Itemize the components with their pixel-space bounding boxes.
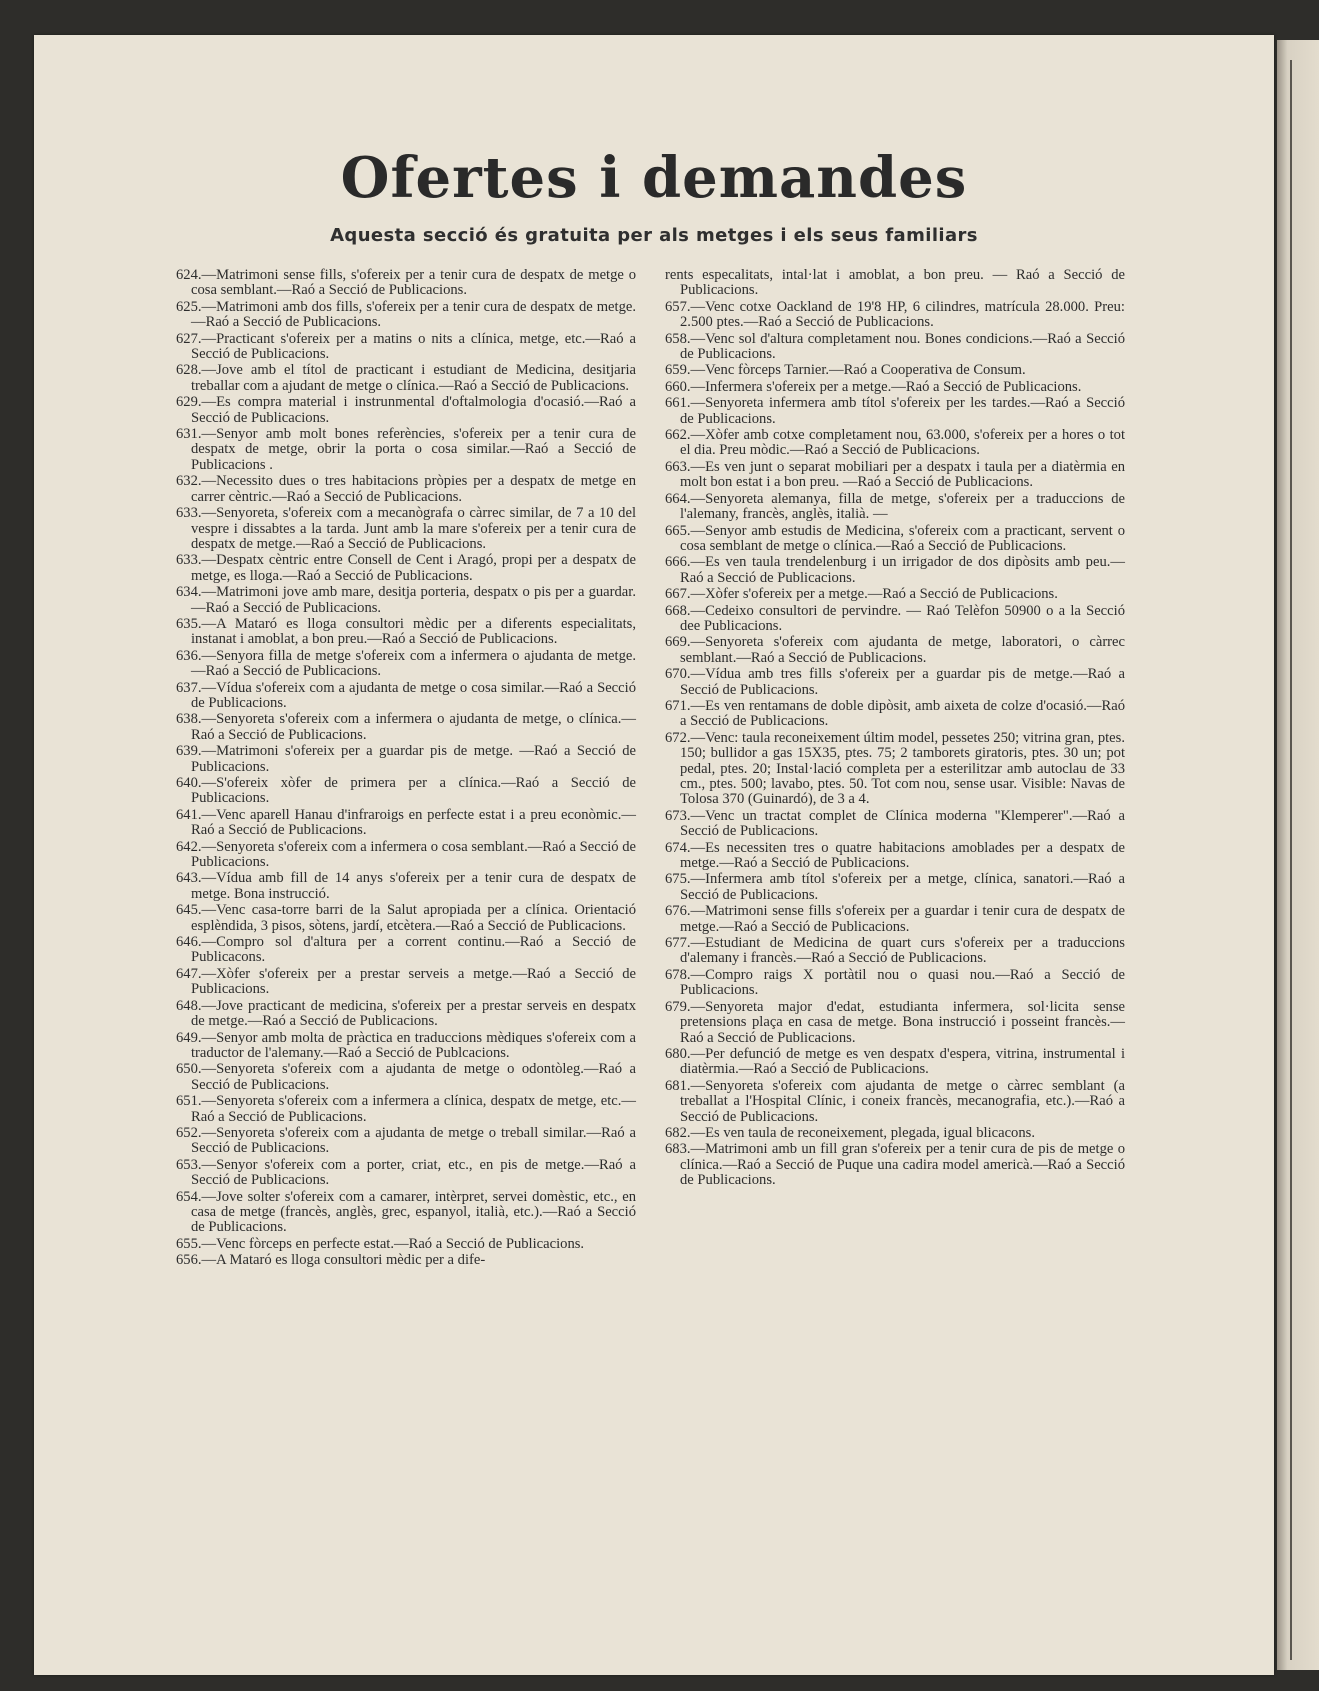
classified-entry: 634.—Matrimoni jove amb mare, desitja porteria, despatx o pis per a guardar.—Raó a Secció de Publicacions. (176, 584, 636, 616)
classified-entry: 655.—Venc fòrceps en perfecte estat.—Raó a Secció de Publicacions. (176, 1235, 585, 1252)
classified-entry: 629.—Es compra material i instrunmental d'oftalmologia d'ocasió.—Raó a Secció de Publicacions. (176, 394, 636, 426)
adjacent-page-rule (1290, 60, 1292, 1660)
classified-entry: 673.—Venc un tractat complet de Clínica moderna "Klemperer".—Raó a Secció de Publicacions. (665, 807, 1125, 840)
classified-entry: 668.—Cedeixo consultori de pervindre. — Raó Telèfon 50900 o a la Secció dee Publicacions. (665, 602, 1125, 634)
classified-entry: 676.—Matrimoni sense fills s'ofereix per a guardar i tenir cura de despatx de metge.—Raó a Secció de Publicacions. (665, 903, 1125, 935)
classified-entry: 683.—Matrimoni amb un fill gran s'ofereix per a tenir cura de pis de metge o clínica.—Raó a Secció de Puque una cadira model americà.—Raó a Secció de Publicacions. (665, 1141, 1125, 1189)
page-title: Ofertes i demandes (340, 145, 968, 211)
classified-entry: 627.—Practicant s'ofereix per a matins o nits a clínica, metge, etc.—Raó a Secció de Publicacions. (176, 330, 636, 363)
classified-entry: 636.—Senyora filla de metge s'ofereix com a infermera o ajudanta de metge.—Raó a Secció de Publicacions. (176, 647, 636, 680)
classified-entry: 680.—Per defunció de metge es ven despatx d'espera, vitrina, instrumental i diatèrmia.—Raó a Secció de Publicacions. (665, 1045, 1125, 1078)
classified-entry: 658.—Venc sol d'altura completament nou. Bones condicions.—Raó a Secció de Publicacions. (665, 330, 1125, 363)
classified-entry: 667.—Xòfer s'ofereix per a metge.—Raó a Secció de Publicacions. (665, 586, 1058, 603)
classified-entry: 637.—Vídua s'ofereix com a ajudanta de metge o cosa similar.—Raó a Secció de Publicacions. (176, 679, 636, 711)
classified-entry: 670.—Vídua amb tres fills s'ofereix per a guardar pis de metge.—Raó a Secció de Publicacions. (665, 666, 1125, 698)
classified-entry: 633.—Senyoreta, s'ofereix com a mecanògrafa o càrrec similar, de 7 a 10 del vespre i dissabtes a la tarda. Junt amb la mare s'ofereix per a tenir cura de despatx de metge.—Raó a Secció de Publicacions. (176, 505, 636, 552)
adjacent-page-edge (1277, 40, 1319, 1670)
classified-entry: 660.—Infermera s'ofereix per a metge.—Raó a Secció de Publicacions. (665, 378, 1082, 395)
classified-entry: 650.—Senyoreta s'ofereix com a ajudanta de metge o odontòleg.—Raó a Secció de Publicacions. (176, 1061, 636, 1093)
classified-entry: 675.—Infermera amb títol s'ofereix per a metge, clínica, sanatori.—Raó a Secció de Publicacions. (665, 871, 1125, 903)
classified-entry: 632.—Necessito dues o tres habitacions pròpies per a despatx de metge en carrer cèntric.—Raó a Secció de Publicacions. (176, 473, 636, 505)
classified-entry: 678.—Compro raigs X portàtil nou o quasi nou.—Raó a Secció de Publicacions. (665, 966, 1125, 999)
classified-entry: 653.—Senyor s'ofereix com a porter, criat, etc., en pis de metge.—Raó a Secció de Publicacions. (176, 1156, 636, 1189)
classified-entry: 656.—A Mataró es lloga consultori mèdic per a dife- (176, 1252, 486, 1269)
classified-entry: 671.—Es ven rentamans de doble dipòsit, amb aixeta de colze d'ocasió.—Raó a Secció de Publicacions. (665, 697, 1125, 730)
classified-entry: 646.—Compro sol d'altura per a corrent continu.—Raó a Secció de Publicacons. (176, 934, 636, 966)
classified-entry: 641.—Venc aparell Hanau d'infraroigs en perfecte estat i a preu econòmic.—Raó a Secció de Publicacions. (176, 806, 636, 839)
classified-entry: 647.—Xòfer s'ofereix per a prestar serveis a metge.—Raó a Secció de Publicacions. (176, 965, 636, 998)
classified-entry: 649.—Senyor amb molta de pràctica en traduccions mèdiques s'ofereix com a traductor de l'alemany.—Raó a Secció de Publcacions. (176, 1029, 636, 1061)
classified-entry: 681.—Senyoreta s'ofereix com ajudanta de metge o càrrec semblant (a treballat a l'Hospital Clínic, i coneix francès, mecanografia, etc.).—Raó a Secció de Publicacions. (665, 1077, 1125, 1125)
classified-entry: 654.—Jove solter s'ofereix com a camarer, intèrpret, servei domèstic, etc., en casa de metge (francès, anglès, grec, espanyol, italià, etc.).—Raó a Secció de Publicacions. (176, 1188, 636, 1236)
classified-entry: 661.—Senyoreta infermera amb títol s'ofereix per les tardes.—Raó a Secció de Publicacions. (665, 395, 1125, 427)
classified-entry: 665.—Senyor amb estudis de Medicina, s'ofereix com a practicant, servent o cosa semblant de metge o clínica.—Raó a Secció de Publicacions. (665, 522, 1125, 554)
classified-entry: 642.—Senyoreta s'ofereix com a infermera o cosa semblant.—Raó a Secció de Publicacions. (176, 838, 636, 871)
classified-entry: 662.—Xòfer amb cotxe completament nou, 63.000, s'ofereix per a hores o tot el dia. Preu mòdic.—Raó a Secció de Publicacions. (665, 427, 1125, 459)
classified-entry: 659.—Venc fòrceps Tarnier.—Raó a Cooperativa de Consum. (665, 362, 1026, 379)
classified-entry: 640.—S'ofereix xòfer de primera per a clínica.—Raó a Secció de Publicacions. (176, 775, 636, 807)
classified-entry: rents especalitats, intal·lat i amoblat, a bon preu. — Raó a Secció de Publicacions. (665, 267, 1125, 299)
classified-entry: 638.—Senyoreta s'ofereix com a infermera o ajudanta de metge, o clínica.—Raó a Secció de Publicacions. (176, 711, 636, 743)
classified-entry: 663.—Es ven junt o separat mobiliari per a despatx i taula per a diatèrmia en molt bon estat i a bon preu. —Raó a Secció de Publicacions. (665, 458, 1125, 491)
classified-entry: 625.—Matrimoni amb dos fills, s'ofereix per a tenir cura de despatx de metge.—Raó a Secció de Publicacions. (176, 298, 636, 331)
classified-entry: 679.—Senyoreta major d'edat, estudianta infermera, sol·licita sense pretensions plaça en casa de metge. Bona instrucció i posseint francès.—Raó a Secció de Publicacions. (665, 998, 1125, 1046)
classified-entry: 628.—Jove amb el títol de practicant i estudiant de Medicina, desitjaria treballar com a ajudant de metge o clínica.—Raó a Secció de Publicacions. (176, 362, 636, 394)
classified-entry: 664.—Senyoreta alemanya, filla de metge, s'ofereix per a traduccions de l'alemany, francès, anglès, italià. — (665, 490, 1125, 523)
classified-entry: 652.—Senyoreta s'ofereix com a ajudanta de metge o treball similar.—Raó a Secció de Publicacions. (176, 1124, 636, 1157)
page-subtitle: Aquesta secció és gratuita per als metges i els seus familiars (330, 225, 978, 246)
classified-entry: 633.—Despatx cèntric entre Consell de Cent i Aragó, propi per a despatx de metge, es lloga.—Raó a Secció de Publicacions. (176, 552, 636, 584)
classified-entry: 639.—Matrimoni s'ofereix per a guardar pis de metge. —Raó a Secció de Publicacions. (176, 743, 636, 775)
classified-entry: 672.—Venc: taula reconeixement últim model, pessetes 250; vitrina gran, ptes. 150; bullidor a gas 15X35, ptes. 75; 2 tamborets giratoris, ptes. 30 un; pot pedal, ptes. 20; Instal·lació completa per a esterilitzar amb autoclau de 33 cm., ptes. 500; lavabo, ptes. 50. Tot com nou, sense usar. Visible: Navas de Tolosa 370 (Guinardó), de 3 a 4. (665, 729, 1125, 808)
classified-entry: 669.—Senyoreta s'ofereix com ajudanta de metge, laboratori, o càrrec semblant.—Raó a Secció de Publicacions. (665, 634, 1125, 666)
classified-entry: 648.—Jove practicant de medicina, s'ofereix per a prestar serveis en despatx de metge.—Raó a Secció de Publicacions. (176, 997, 636, 1030)
classified-entry: 666.—Es ven taula trendelenburg i un irrigador de dos dipòsits amb peu.—Raó a Secció de Publicacions. (665, 554, 1125, 586)
classified-entry: 631.—Senyor amb molt bones referències, s'ofereix per a tenir cura de despatx de metge, obrir la porta o cosa similar.—Raó a Secció de Publicacions . (176, 426, 636, 473)
classified-entry: 657.—Venc cotxe Oackland de 19'8 HP, 6 cilindres, matrícula 28.000. Preu: 2.500 ptes.—Raó a Secció de Publicacions. (665, 298, 1125, 331)
classified-entry: 682.—Es ven taula de reconeixement, plegada, igual blicacons. (665, 1124, 1035, 1141)
classified-entry: 635.—A Mataró es lloga consultori mèdic per a diferents especialitats, instanat i amoblat, a bon preu.—Raó a Secció de Publicacions. (176, 615, 636, 648)
right-column (665, 268, 1125, 1190)
classified-entry: 643.—Vídua amb fill de 14 anys s'ofereix per a tenir cura de despatx de metge. Bona instrucció. (176, 870, 636, 902)
classified-entry: 645.—Venc casa-torre barri de la Salut apropiada per a clínica. Orientació esplèndida, 3 pisos, sòtens, jardí, etcètera.—Raó a Secció de Publicacions. (176, 902, 636, 934)
classified-entry: 674.—Es necessiten tres o quatre habitacions amoblades per a despatx de metge.—Raó a Secció de Publicacions. (665, 839, 1125, 872)
classified-entry: 677.—Estudiant de Medicina de quart curs s'ofereix per a traduccions d'alemany i francès.—Raó a Secció de Publicacions. (665, 935, 1125, 967)
classified-entry: 651.—Senyoreta s'ofereix com a infermera a clínica, despatx de metge, etc.—Raó a Secció de Publicacions. (176, 1093, 636, 1125)
left-column (176, 268, 636, 1270)
classified-entry: 624.—Matrimoni sense fills, s'ofereix per a tenir cura de despatx de metge o cosa semblant.—Raó a Secció de Publicacions. (176, 267, 636, 299)
